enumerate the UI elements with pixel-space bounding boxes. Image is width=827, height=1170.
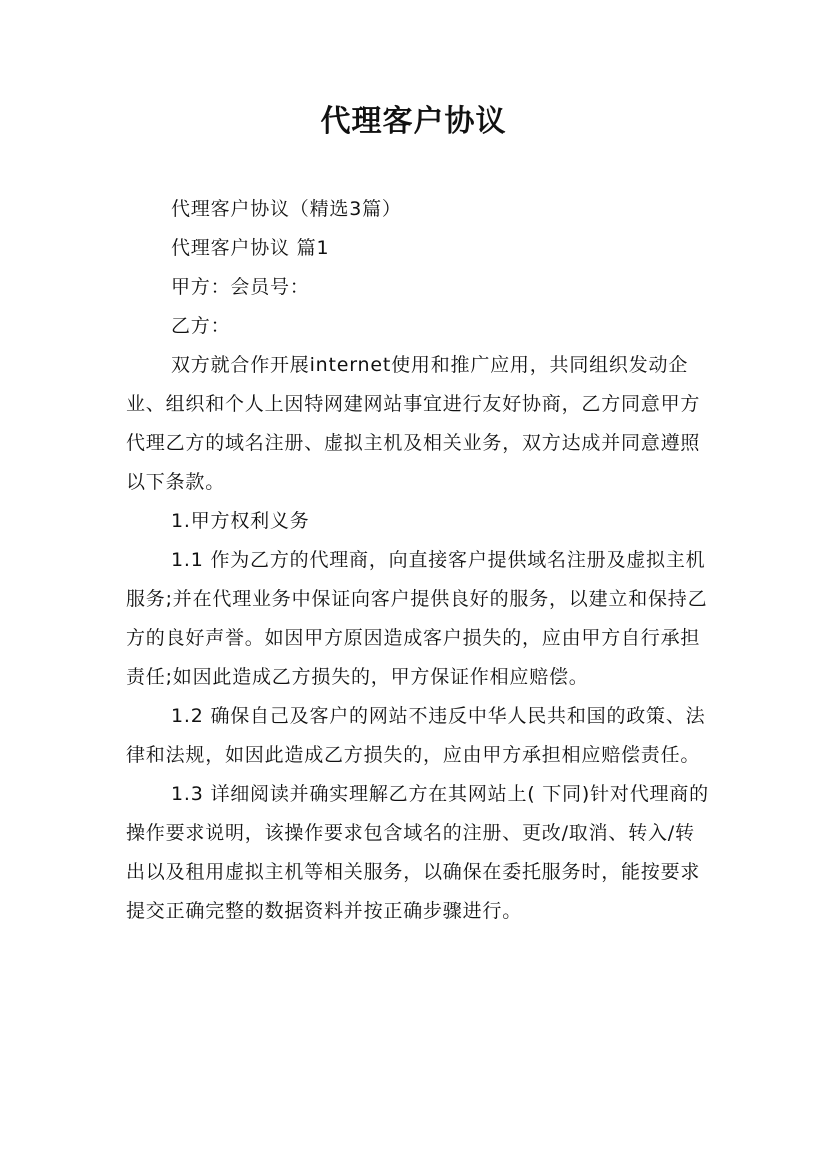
paragraph-section-1: 1.甲方权利义务 (171, 510, 310, 532)
document-title: 代理客户协议 (320, 104, 507, 139)
paragraph-clause-1-2: 1.2 确保自己及客户的网站不违反中华人民共和国的政策、法律和法规，如因此造成乙方损失的，应由甲方承担相应赔偿责任。 (126, 705, 706, 766)
paragraph-party-a: 甲方：会员号： (171, 276, 310, 298)
paragraph-clause-1-1: 1.1 作为乙方的代理商，向直接客户提供域名注册及虚拟主机服务;并在代理业务中保证向客户提供良好的服务，以建立和保持乙方的良好声誉。如因甲方原因造成客户损失的，应由甲方自行承担责任;如因此造成乙方损失的，甲方保证作相应赔偿。 (126, 549, 708, 688)
paragraph-preamble: 双方就合作开展internet使用和推广应用，共同组织发动企业、组织和个人上因特网建网站事宜进行友好协商，乙方同意甲方代理乙方的域名注册、虚拟主机及相关业务，双方达成并同意遵照以下条款。 (126, 354, 701, 493)
paragraph-clause-1-3: 1.3 详细阅读并确实理解乙方在其网站上( 下同)针对代理商的操作要求说明，该操作要求包含域名的注册、更改/取消、转入/转出以及租用虚拟主机等相关服务，以确保在委托服务时，能按要求提交正确完整的数据资料并按正确步骤进行。 (126, 783, 709, 922)
paragraph-article-heading: 代理客户协议 篇1 (171, 237, 330, 259)
document-body (126, 190, 712, 931)
paragraph-subtitle: 代理客户协议（精选3篇） (171, 198, 402, 220)
paragraph-party-b: 乙方： (171, 315, 231, 337)
